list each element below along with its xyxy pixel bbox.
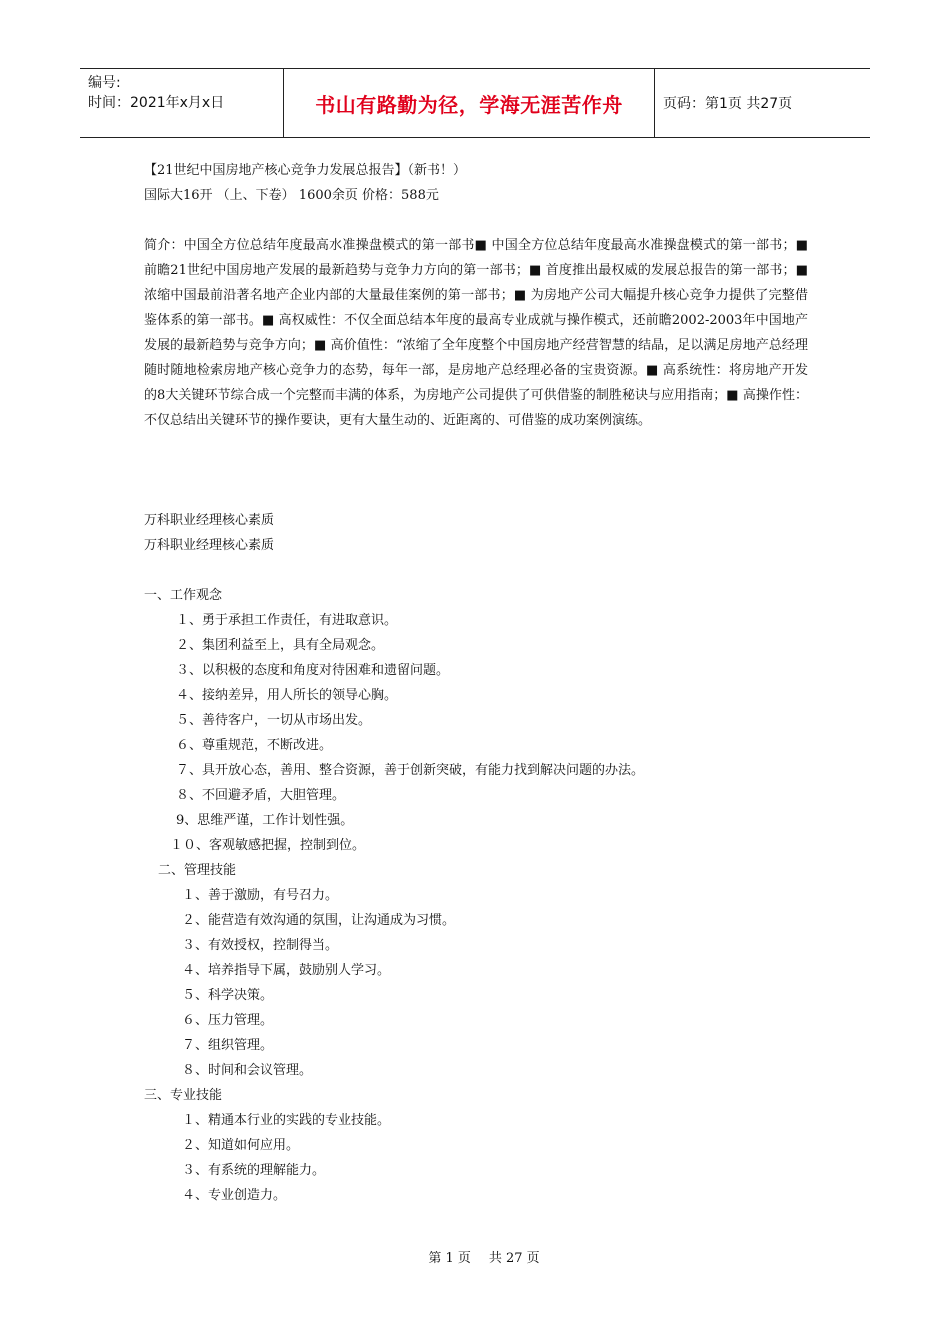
section-title: 二、管理技能	[158, 863, 237, 878]
section-title: 三、专业技能	[144, 1088, 223, 1103]
document-number-label: 编号:	[88, 75, 121, 91]
list-item: ５、善待客户，一切从市场出发。	[176, 713, 372, 728]
document-time-label: 时间：2021年x月x日	[88, 95, 225, 111]
header-meta	[80, 69, 283, 137]
page-header	[80, 68, 870, 138]
list-item: ７、组织管理。	[182, 1038, 274, 1053]
header-motto: 书山有路勤为径，学海无涯苦作舟	[283, 69, 655, 137]
list-item: ３、以积极的态度和角度对待困难和遗留问题。	[176, 663, 450, 678]
list-item: ４、专业创造力。	[182, 1188, 287, 1203]
book-spec-line: 国际大16开 （上、下卷） 1600余页 价格：588元	[144, 188, 439, 203]
footer-page-number: 第 1 页	[428, 1251, 471, 1266]
list-item: １０、客观敏感把握，控制到位。	[170, 838, 366, 853]
page-footer	[0, 1247, 950, 1266]
list-item: ２、知道如何应用。	[182, 1138, 300, 1153]
list-item: ６、压力管理。	[182, 1013, 274, 1028]
list-item: ４、接纳差异，用人所长的领导心胸。	[176, 688, 398, 703]
list-item: ５、科学决策。	[182, 988, 274, 1003]
article-title: 万科职业经理核心素质	[144, 513, 275, 528]
list-item: ７、具开放心态，善用、整合资源，善于创新突破，有能力找到解决问题的办法。	[176, 763, 645, 778]
header-page-label: 页码：第1页 共27页	[663, 96, 793, 112]
section-title: 一、工作观念	[144, 588, 223, 603]
list-item: １、精通本行业的实践的专业技能。	[182, 1113, 391, 1128]
list-item: ３、有系统的理解能力。	[182, 1163, 326, 1178]
list-item: ２、集团利益至上，具有全局观念。	[176, 638, 385, 653]
list-item: １、善于激励，有号召力。	[182, 888, 339, 903]
list-item: ６、尊重规范，不断改进。	[176, 738, 333, 753]
list-item: ８、时间和会议管理。	[182, 1063, 313, 1078]
book-title-line: 【21世纪中国房地产核心竞争力发展总报告】（新书！）	[144, 163, 467, 178]
list-item: ３、有效授权，控制得当。	[182, 938, 339, 953]
list-item: １、勇于承担工作责任，有进取意识。	[176, 613, 398, 628]
document-body	[144, 158, 808, 1208]
footer-page-total: 共 27 页	[488, 1251, 540, 1266]
book-intro: 简介：中国全方位总结年度最高水准操盘模式的第一部书■ 中国全方位总结年度最高水准操盘模式的第一部书；■ 前瞻21世纪中国房地产发展的最新趋势与竞争力方向的第一部书；■ 首度推出最权威的发展总报告的第一部书；■ 浓缩中国最前沿著名地产企业内部的大量最佳案例的第一部书；■ 为房地产公司大幅提升核心竞争力提供了完整借鉴体系的第一部书。■ 高权威性：不仅全面总结本年度的最高专业成就与操作模式，还前瞻2002-2003年中国地产发展的最新趋势与竞争方向；■ 高价值性：“浓缩了全年度整个中国房地产经营智慧的结晶，足以满足房地产总经理随时随地检索房地产核心竞争力的态势，每年一部，是房地产总经理必备的宝贵资源。■ 高系统性：将房地产开发的8大关键环节综合成一个完整而丰满的体系，为房地产公司提供了可供借鉴的制胜秘诀与应用指南；■ 高操作性：不仅总结出关键环节的操作要诀，更有大量生动的、近距离的、可借鉴的成功案例演练。	[144, 238, 808, 428]
list-item: ２、能营造有效沟通的氛围，让沟通成为习惯。	[182, 913, 456, 928]
list-item: ８、不回避矛盾，大胆管理。	[176, 788, 346, 803]
list-item: 9、思维严谨，工作计划性强。	[176, 813, 354, 828]
list-item: ４、培养指导下属，鼓励别人学习。	[182, 963, 391, 978]
article-title-repeat: 万科职业经理核心素质	[144, 538, 275, 553]
